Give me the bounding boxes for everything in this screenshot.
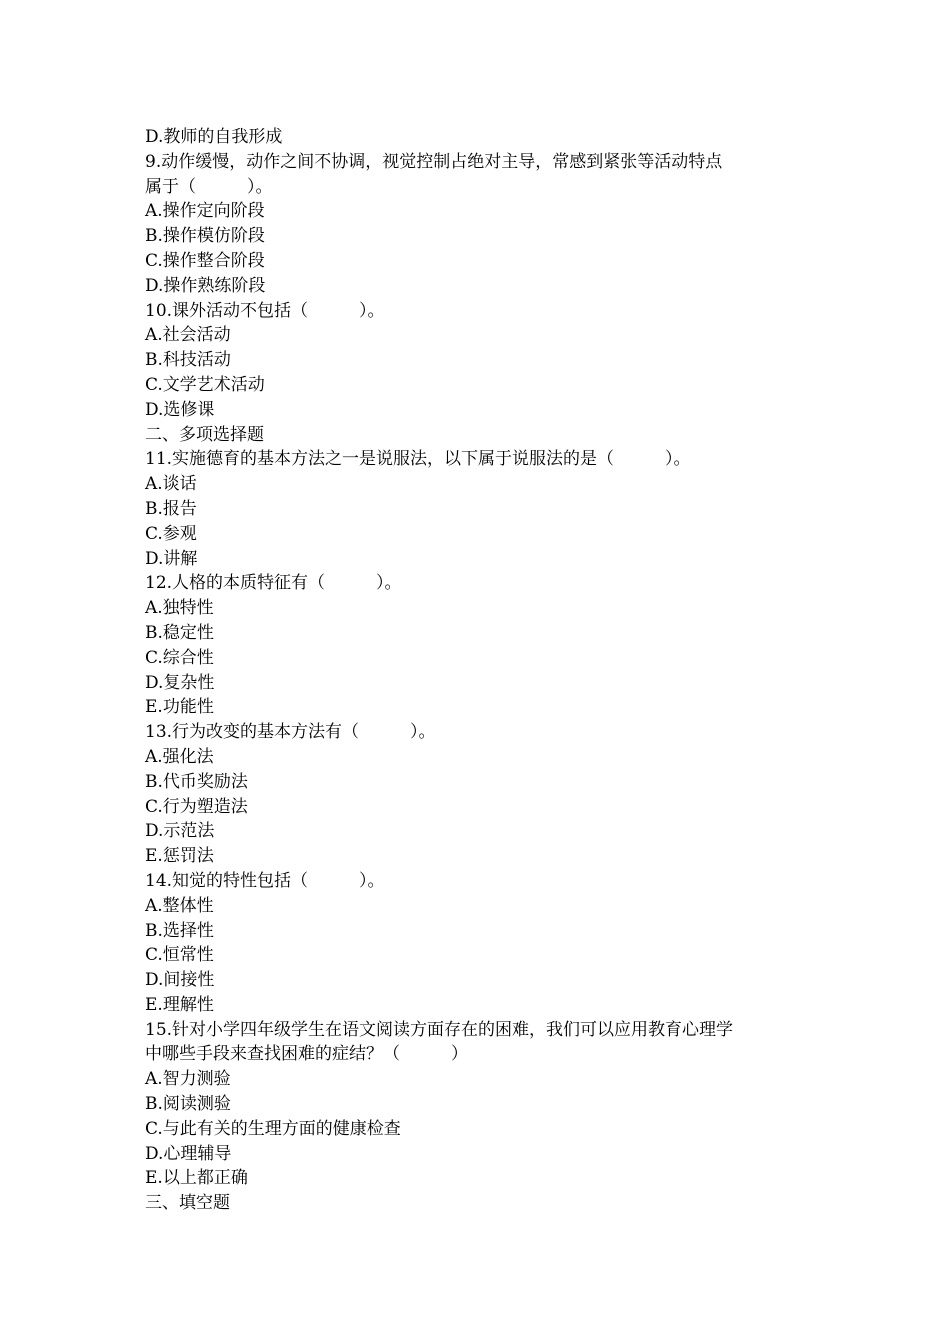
option-line: D.讲解 [145,548,198,569]
document-page [145,125,825,1216]
question-line: 10.课外活动不包括（ ）。 [145,300,385,321]
option-line: B.报告 [145,498,197,519]
question-line-continued: 属于（ ）。 [145,176,273,197]
option-line: D.示范法 [145,821,215,842]
option-line: A.谈话 [145,474,197,495]
option-line: B.代币奖励法 [145,771,248,792]
option-line: B.选择性 [145,920,214,941]
option-line: D.教师的自我形成 [145,127,283,147]
option-line: E.以上都正确 [145,1168,248,1189]
option-line: A.社会活动 [145,325,231,346]
option-line: D.间接性 [145,970,215,991]
option-line: B.科技活动 [145,350,231,371]
option-line: E.功能性 [145,697,214,718]
option-line: A.整体性 [145,895,214,916]
section-heading: 二、多项选择题 [145,424,264,445]
option-line: E.理解性 [145,994,214,1015]
option-line: C.恒常性 [145,945,214,966]
option-line: A.操作定向阶段 [145,201,265,222]
option-line: C.综合性 [145,647,214,668]
option-line: C.操作整合阶段 [145,250,265,271]
option-line: C.与此有关的生理方面的健康检查 [145,1118,401,1139]
option-line: D.选修课 [145,399,215,420]
option-line: B.阅读测验 [145,1094,231,1115]
question-line: 14.知觉的特性包括（ ）。 [145,870,385,891]
question-line: 11.实施德育的基本方法之一是说服法，以下属于说服法的是（ ）。 [145,449,691,470]
option-line: E.惩罚法 [145,846,214,867]
option-line: A.智力测验 [145,1069,231,1090]
question-line: 9.动作缓慢，动作之间不协调，视觉控制占绝对主导，常感到紧张等活动特点 [145,151,723,172]
option-line: A.独特性 [145,598,214,619]
question-line: 15.针对小学四年级学生在语文阅读方面存在的困难，我们可以应用教育心理学 [145,1019,734,1040]
option-line: B.稳定性 [145,622,214,643]
question-line: 12.人格的本质特征有（ ）。 [145,573,402,594]
option-line: C.参观 [145,523,197,544]
option-line: B.操作模仿阶段 [145,226,265,247]
section-heading: 三、填空题 [145,1193,230,1214]
option-line: D.操作熟练阶段 [145,275,266,296]
option-line: C.行为塑造法 [145,796,248,817]
question-line-continued: 中哪些手段来查找困难的症结？（ ） [145,1044,468,1065]
option-line: A.强化法 [145,746,214,767]
question-line: 13.行为改变的基本方法有（ ）。 [145,722,436,743]
option-line: D.心理辅导 [145,1143,232,1164]
option-line: C.文学艺术活动 [145,374,265,395]
option-line: D.复杂性 [145,672,215,693]
